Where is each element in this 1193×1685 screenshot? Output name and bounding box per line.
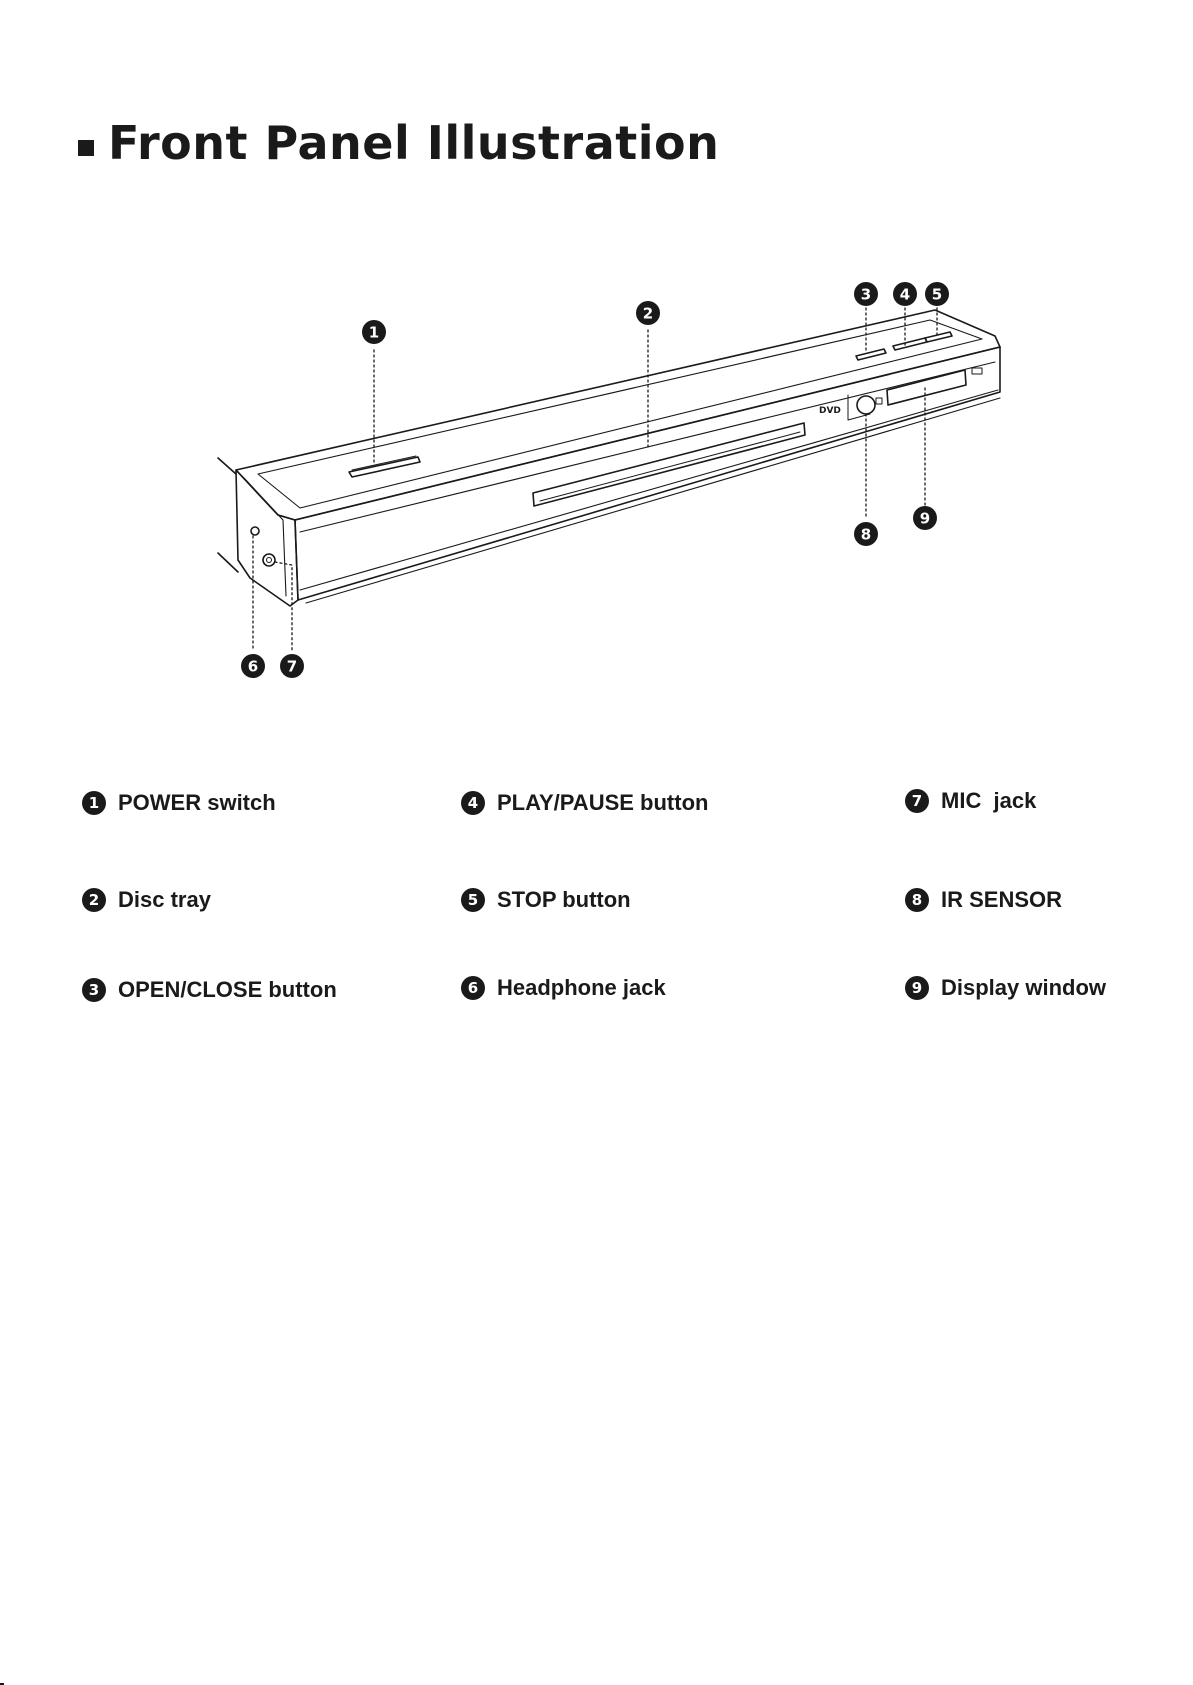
callout-number: 7 — [286, 657, 298, 676]
callout-number: 5 — [931, 285, 943, 304]
callout-number: 1 — [368, 323, 380, 342]
dvd-logo: DVD — [819, 406, 841, 416]
legend-label: Headphone jack — [497, 975, 666, 1000]
number-badge-icon: 7 — [905, 789, 929, 813]
number-badge-icon: 6 — [461, 976, 485, 1000]
legend-label: OPEN/CLOSE button — [118, 977, 337, 1002]
legend-item-open-close-button — [82, 977, 337, 1003]
legend-label: PLAY/PAUSE button — [497, 790, 709, 815]
legend-item-disc-tray — [82, 887, 211, 913]
number-badge-icon: 5 — [461, 888, 485, 912]
legend-item-stop-button — [461, 887, 631, 913]
legend-item-mic-jack — [905, 788, 1036, 814]
number-badge-icon: 9 — [905, 976, 929, 1000]
callout-number: 9 — [919, 509, 931, 528]
number-badge-icon: 2 — [82, 888, 106, 912]
legend-label: MIC jack — [941, 788, 1037, 813]
legend-item-headphone-jack — [461, 975, 666, 1001]
legend-item-ir-sensor — [905, 887, 1062, 913]
legend-label: Display window — [941, 975, 1107, 1000]
legend-item-play-pause-button — [461, 790, 708, 816]
callout-number: 2 — [642, 304, 654, 323]
number-badge-icon: 1 — [82, 791, 106, 815]
legend-label: POWER switch — [118, 790, 276, 815]
callout-number: 6 — [247, 657, 259, 676]
page-title: Front Panel Illustration — [108, 116, 720, 170]
legend-item-power-switch — [82, 790, 276, 816]
legend-item-display-window — [905, 975, 1106, 1001]
number-badge-icon: 3 — [82, 978, 106, 1002]
number-badge-icon: 8 — [905, 888, 929, 912]
number-badge-icon: 4 — [461, 791, 485, 815]
legend-label: Disc tray — [118, 887, 211, 912]
callout-number: 8 — [860, 525, 872, 544]
callout-number: 3 — [860, 285, 872, 304]
callout-number: 4 — [899, 285, 911, 304]
legend-label: STOP button — [497, 887, 631, 912]
legend-label: IR SENSOR — [941, 887, 1063, 912]
